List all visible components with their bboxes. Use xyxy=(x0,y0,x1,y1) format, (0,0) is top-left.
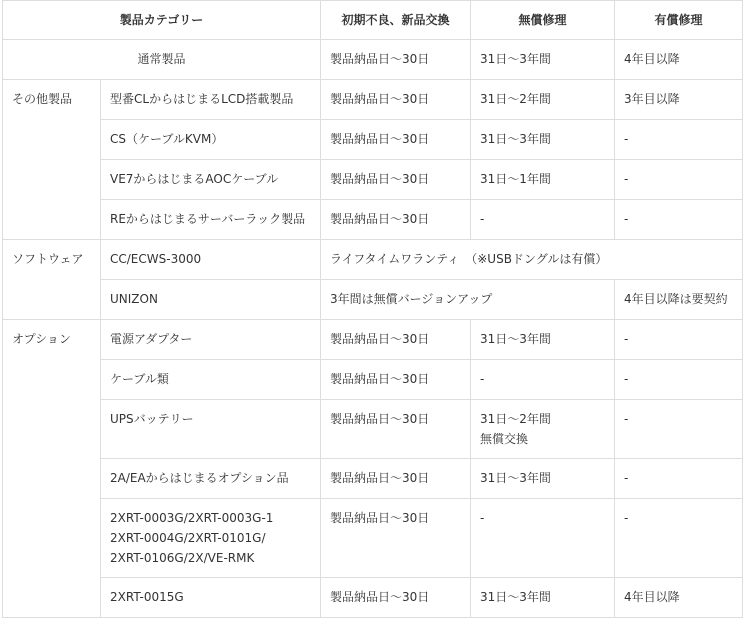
product-name-line: 2XRT-0003G/2XRT-0003G-1 xyxy=(110,511,274,525)
product-name xyxy=(101,499,321,578)
free-repair-cell: 31日～3年間 xyxy=(471,320,615,360)
product-name: 通常製品 xyxy=(3,40,321,80)
table-row xyxy=(3,320,743,360)
initial-defect-cell: 製品納品日～30日 xyxy=(321,80,471,120)
header-initial-defect: 初期不良、新品交換 xyxy=(321,1,471,40)
table-row xyxy=(3,80,743,120)
table-row xyxy=(3,240,743,280)
initial-defect-cell: 製品納品日～30日 xyxy=(321,578,471,618)
product-name: 型番CLからはじまるLCD搭載製品 xyxy=(101,80,321,120)
product-name-line: 2XRT-0004G/2XRT-0101G/ xyxy=(110,531,266,545)
table-row xyxy=(3,200,743,240)
merged-warranty-cell: 3年間は無償バージョンアップ xyxy=(321,280,615,320)
paid-repair-cell: - xyxy=(615,200,743,240)
free-repair-cell: 31日～1年間 xyxy=(471,160,615,200)
warranty-table xyxy=(2,0,743,618)
free-repair-cell: - xyxy=(471,360,615,400)
table-row xyxy=(3,499,743,578)
initial-defect-cell: 製品納品日～30日 xyxy=(321,400,471,459)
initial-defect-cell: 製品納品日～30日 xyxy=(321,459,471,499)
free-replacement-note: 無償交換 xyxy=(480,432,529,446)
paid-repair-cell: - xyxy=(615,400,743,459)
group-other-products: その他製品 xyxy=(3,80,101,240)
free-repair-cell: 31日～3年間 xyxy=(471,578,615,618)
table-row xyxy=(3,400,743,459)
paid-repair-cell: 4年目以降は要契約 xyxy=(615,280,743,320)
product-name: ケーブル類 xyxy=(101,360,321,400)
free-repair-cell: 31日～3年間 xyxy=(471,120,615,160)
product-name: VE7からはじまるAOCケーブル xyxy=(101,160,321,200)
initial-defect-cell: 製品納品日～30日 xyxy=(321,360,471,400)
free-repair-cell xyxy=(471,400,615,459)
paid-repair-cell: 3年目以降 xyxy=(615,80,743,120)
table-row xyxy=(3,459,743,499)
paid-repair-cell: - xyxy=(615,320,743,360)
table-row xyxy=(3,578,743,618)
product-name-line: 2XRT-0106G/2X/VE-RMK xyxy=(110,551,255,565)
product-name: 2A/EAからはじまるオプション品 xyxy=(101,459,321,499)
table-row xyxy=(3,40,743,80)
paid-repair-cell: - xyxy=(615,120,743,160)
table-row xyxy=(3,280,743,320)
group-software: ソフトウェア xyxy=(3,240,101,320)
free-repair-cell: 31日～3年間 xyxy=(471,40,615,80)
paid-repair-cell: - xyxy=(615,360,743,400)
free-repair-line: 31日～2年間 xyxy=(480,412,551,426)
table-row xyxy=(3,120,743,160)
header-free-repair: 無償修理 xyxy=(471,1,615,40)
paid-repair-cell: - xyxy=(615,459,743,499)
initial-defect-cell: 製品納品日～30日 xyxy=(321,120,471,160)
free-repair-cell: 31日～2年間 xyxy=(471,80,615,120)
free-repair-cell: - xyxy=(471,499,615,578)
table-row xyxy=(3,360,743,400)
paid-repair-cell: - xyxy=(615,160,743,200)
group-options: オプション xyxy=(3,320,101,618)
header-paid-repair: 有償修理 xyxy=(615,1,743,40)
free-repair-cell: - xyxy=(471,200,615,240)
initial-defect-cell: 製品納品日～30日 xyxy=(321,200,471,240)
initial-defect-cell: 製品納品日～30日 xyxy=(321,320,471,360)
product-name: 電源アダプター xyxy=(101,320,321,360)
product-name: UNIZON xyxy=(101,280,321,320)
product-name: REからはじまるサーバーラック製品 xyxy=(101,200,321,240)
initial-defect-cell: 製品納品日～30日 xyxy=(321,160,471,200)
product-name: 2XRT-0015G xyxy=(101,578,321,618)
paid-repair-cell: 4年目以降 xyxy=(615,40,743,80)
header-row xyxy=(3,1,743,40)
product-name: CS（ケーブルKVM） xyxy=(101,120,321,160)
merged-warranty-cell: ライフタイムワランティ （※USBドングルは有償） xyxy=(321,240,743,280)
initial-defect-cell: 製品納品日～30日 xyxy=(321,40,471,80)
free-repair-cell: 31日～3年間 xyxy=(471,459,615,499)
product-name: CC/ECWS-3000 xyxy=(101,240,321,280)
product-name: UPSバッテリー xyxy=(101,400,321,459)
paid-repair-cell: 4年目以降 xyxy=(615,578,743,618)
paid-repair-cell: - xyxy=(615,499,743,578)
header-category: 製品カテゴリー xyxy=(3,1,321,40)
initial-defect-cell: 製品納品日～30日 xyxy=(321,499,471,578)
table-row xyxy=(3,160,743,200)
